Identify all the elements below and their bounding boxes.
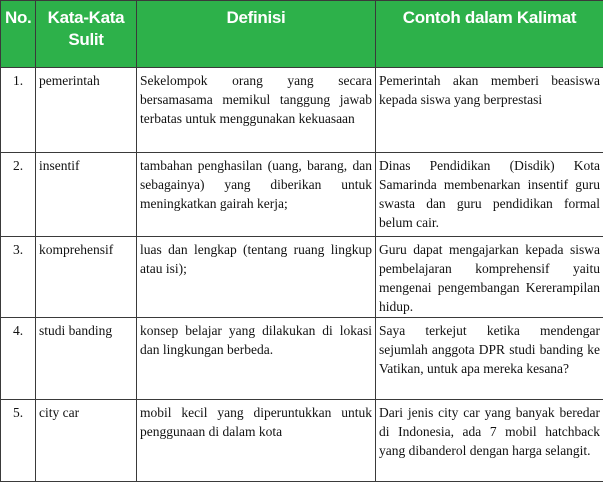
row-word: studi banding bbox=[36, 318, 137, 400]
row-definition: luas dan lengkap (tentang ruang lingkup atau isi); bbox=[137, 237, 376, 318]
table-row bbox=[1, 318, 603, 400]
row-word: insentif bbox=[36, 153, 137, 237]
row-definition: Sekelompok orang yang secara bersamasama memikul tanggung jawab terbatas untuk menggunakan kekuasaan bbox=[137, 68, 376, 153]
table-row bbox=[1, 400, 603, 482]
row-example: Pemerintah akan memberi beasiswa kepada siswa yang berprestasi bbox=[376, 68, 603, 153]
row-number: 2. bbox=[1, 153, 36, 237]
row-definition: mobil kecil yang diperuntukkan untuk penggunaan di dalam kota bbox=[137, 400, 376, 482]
row-word: city car bbox=[36, 400, 137, 482]
header-example: Contoh dalam Kalimat bbox=[376, 1, 603, 68]
row-definition: tambahan penghasilan (uang, barang, dan sebagainya) yang diberikan untuk meningkatkan gairah kerja; bbox=[137, 153, 376, 237]
row-word: komprehensif bbox=[36, 237, 137, 318]
table-row bbox=[1, 68, 603, 153]
header-definition: Definisi bbox=[137, 1, 376, 68]
row-number: 5. bbox=[1, 400, 36, 482]
row-definition: konsep belajar yang dilakukan di lokasi dan lingkungan berbeda. bbox=[137, 318, 376, 400]
row-example: Dari jenis city car yang banyak beredar di Indonesia, ada 7 mobil hatchback yang dibanderol dengan harga selangit. bbox=[376, 400, 603, 482]
table-header-row bbox=[1, 1, 603, 68]
row-number: 3. bbox=[1, 237, 36, 318]
row-number: 1. bbox=[1, 68, 36, 153]
header-no: No. bbox=[1, 1, 36, 68]
row-example: Guru dapat mengajarkan kepada siswa pembelajaran komprehensif yaitu mengenai pengembangan Kererampilan hidup. bbox=[376, 237, 603, 318]
row-example: Saya terkejut ketika mendengar sejumlah anggota DPR studi banding ke Vatikan, untuk apa mereka kesana? bbox=[376, 318, 603, 400]
header-word: Kata-Kata Sulit bbox=[36, 1, 137, 68]
row-word: pemerintah bbox=[36, 68, 137, 153]
row-number: 4. bbox=[1, 318, 36, 400]
row-example: Dinas Pendidikan (Disdik) Kota Samarinda membenarkan insentif guru swasta dan guru pendidikan formal belum cair. bbox=[376, 153, 603, 237]
table-row bbox=[1, 153, 603, 237]
table-row bbox=[1, 237, 603, 318]
